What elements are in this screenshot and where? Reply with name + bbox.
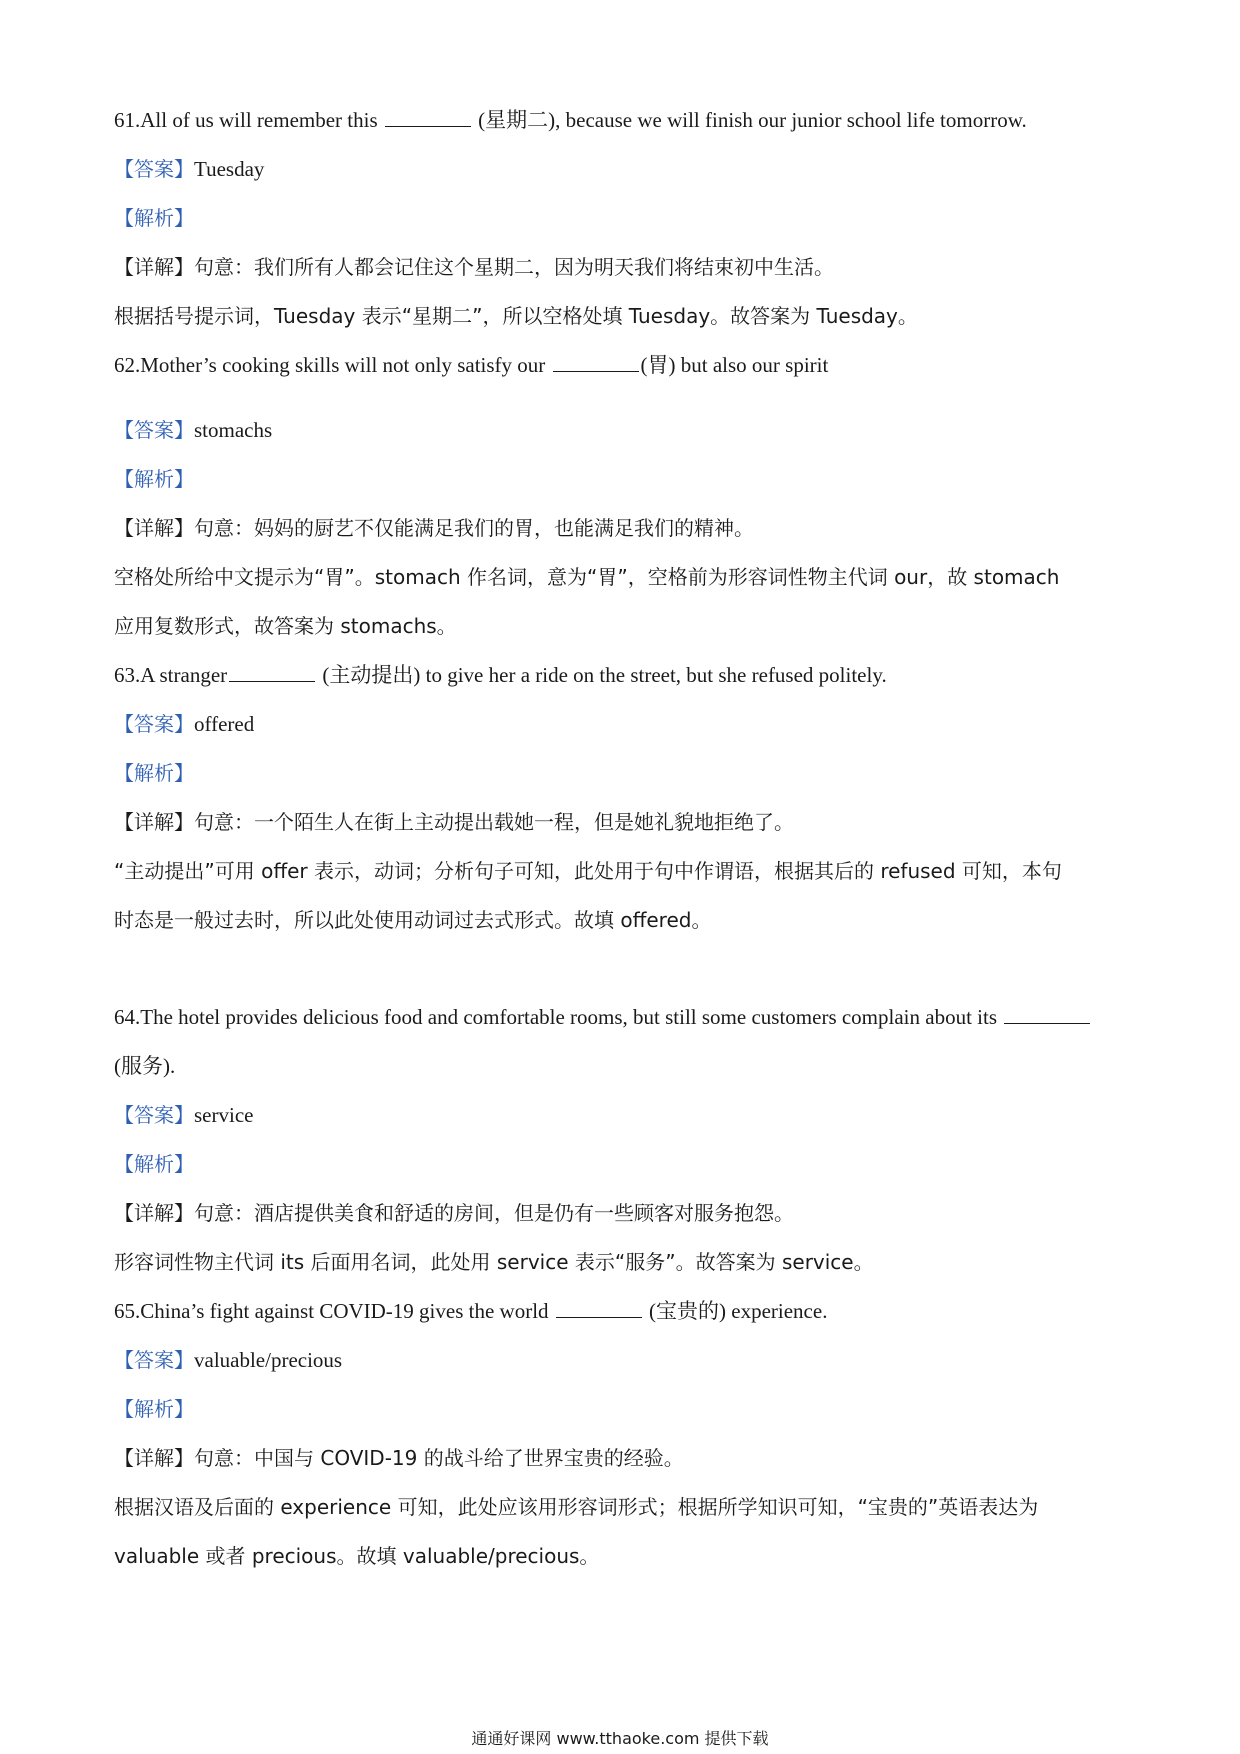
detail-text: 句意：一个陌生人在街上主动提出载她一程，但是她礼貌地拒绝了。: [194, 810, 794, 834]
analysis-label: 【解析】: [114, 761, 194, 785]
footer-text: 通通好课网 www.tthaoke.com 提供下载: [471, 1729, 769, 1748]
question-text: (主动提出) to give her a ride on the street, but she refused politely.: [317, 663, 887, 687]
analysis-line-61: [114, 204, 194, 232]
explain-text: 时态是一般过去时，所以此处使用动词过去式形式。故填 offered。: [114, 908, 712, 932]
analysis-label: 【解析】: [114, 467, 194, 491]
answer-label: 【答案】: [114, 418, 194, 442]
answer-blank: [556, 1299, 642, 1318]
answer-text: service: [194, 1103, 254, 1127]
detail-text: 句意：中国与 COVID-19 的战斗给了世界宝贵的经验。: [194, 1446, 684, 1470]
detail-text: 句意：妈妈的厨艺不仅能满足我们的胃，也能满足我们的精神。: [194, 516, 754, 540]
detail-text: 句意：我们所有人都会记住这个星期二，因为明天我们将结束初中生活。: [194, 255, 834, 279]
answer-text: valuable/precious: [194, 1348, 343, 1372]
answer-blank: [553, 353, 639, 372]
explain-line-63a: [114, 857, 1062, 885]
question-text: (服务).: [114, 1054, 176, 1078]
analysis-label: 【解析】: [114, 1152, 194, 1176]
detail-label: 【详解】: [114, 1446, 194, 1470]
question-63: [114, 661, 887, 689]
detail-line-62: [114, 514, 754, 542]
question-64: [114, 1003, 1092, 1031]
detail-line-65: [114, 1444, 684, 1472]
question-64-cont: [114, 1052, 175, 1080]
analysis-label: 【解析】: [114, 206, 194, 230]
answer-label: 【答案】: [114, 1348, 194, 1372]
answer-blank: [1004, 1005, 1090, 1024]
answer-text: offered: [194, 712, 255, 736]
analysis-line-63: [114, 759, 194, 787]
explain-text: 根据括号提示词，Tuesday 表示“星期二”，所以空格处填 Tuesday。故答案为 Tuesday。: [114, 304, 918, 328]
answer-text: Tuesday: [194, 157, 265, 181]
question-text: 62.Mother’s cooking skills will not only satisfy our: [114, 353, 551, 377]
explain-text: valuable 或者 precious。故填 valuable/precious。: [114, 1544, 600, 1568]
question-65: [114, 1297, 827, 1325]
detail-label: 【详解】: [114, 810, 194, 834]
answer-blank: [385, 108, 471, 127]
question-61: [114, 106, 1027, 134]
explain-line-62b: [114, 612, 457, 640]
detail-label: 【详解】: [114, 255, 194, 279]
explain-text: 空格处所给中文提示为“胃”。stomach 作名词，意为“胃”，空格前为形容词性物主代词 our，故 stomach: [114, 565, 1060, 589]
answer-line-62: [114, 416, 272, 444]
question-text: 61.All of us will remember this: [114, 108, 383, 132]
detail-line-61: [114, 253, 834, 281]
answer-label: 【答案】: [114, 712, 194, 736]
explain-line-65a: [114, 1493, 1038, 1521]
answer-line-65: [114, 1346, 342, 1374]
question-text: 63.A stranger: [114, 663, 228, 687]
analysis-line-64: [114, 1150, 194, 1178]
question-62: [114, 351, 828, 379]
question-text: (星期二), because we will finish our junior school life tomorrow.: [472, 108, 1027, 132]
question-text: 64.The hotel provides delicious food and comfortable rooms, but still some customers complain about its: [114, 1005, 1003, 1029]
question-text: (胃) but also our spirit: [640, 353, 829, 377]
answer-line-64: [114, 1101, 253, 1129]
question-text: 65.China’s fight against COVID-19 gives the world: [114, 1299, 554, 1323]
detail-label: 【详解】: [114, 516, 194, 540]
question-text: (宝贵的) experience.: [643, 1299, 828, 1323]
explain-line-62a: [114, 563, 1059, 591]
answer-label: 【答案】: [114, 157, 194, 181]
explain-line-64: [114, 1248, 874, 1276]
answer-text: stomachs: [194, 418, 273, 442]
answer-line-61: [114, 155, 264, 183]
explain-text: 应用复数形式，故答案为 stomachs。: [114, 614, 457, 638]
explain-line-63b: [114, 906, 711, 934]
analysis-label: 【解析】: [114, 1397, 194, 1421]
explain-text: 根据汉语及后面的 experience 可知，此处应该用形容词形式；根据所学知识可知，“宝贵的”英语表达为: [114, 1495, 1039, 1519]
analysis-line-65: [114, 1395, 194, 1423]
analysis-line-62: [114, 465, 194, 493]
detail-line-63: [114, 808, 794, 836]
page-footer: [0, 1726, 1240, 1749]
detail-line-64: [114, 1199, 794, 1227]
answer-label: 【答案】: [114, 1103, 194, 1127]
explain-text: 形容词性物主代词 its 后面用名词，此处用 service 表示“服务”。故答案为 service。: [114, 1250, 874, 1274]
explain-line-65b: [114, 1542, 599, 1570]
detail-text: 句意：酒店提供美食和舒适的房间，但是仍有一些顾客对服务抱怨。: [194, 1201, 794, 1225]
answer-line-63: [114, 710, 254, 738]
explain-line-61: [114, 302, 918, 330]
detail-label: 【详解】: [114, 1201, 194, 1225]
explain-text: “主动提出”可用 offer 表示，动词；分析句子可知，此处用于句中作谓语，根据其后的 refused 可知，本句: [114, 859, 1062, 883]
answer-blank: [229, 663, 315, 682]
